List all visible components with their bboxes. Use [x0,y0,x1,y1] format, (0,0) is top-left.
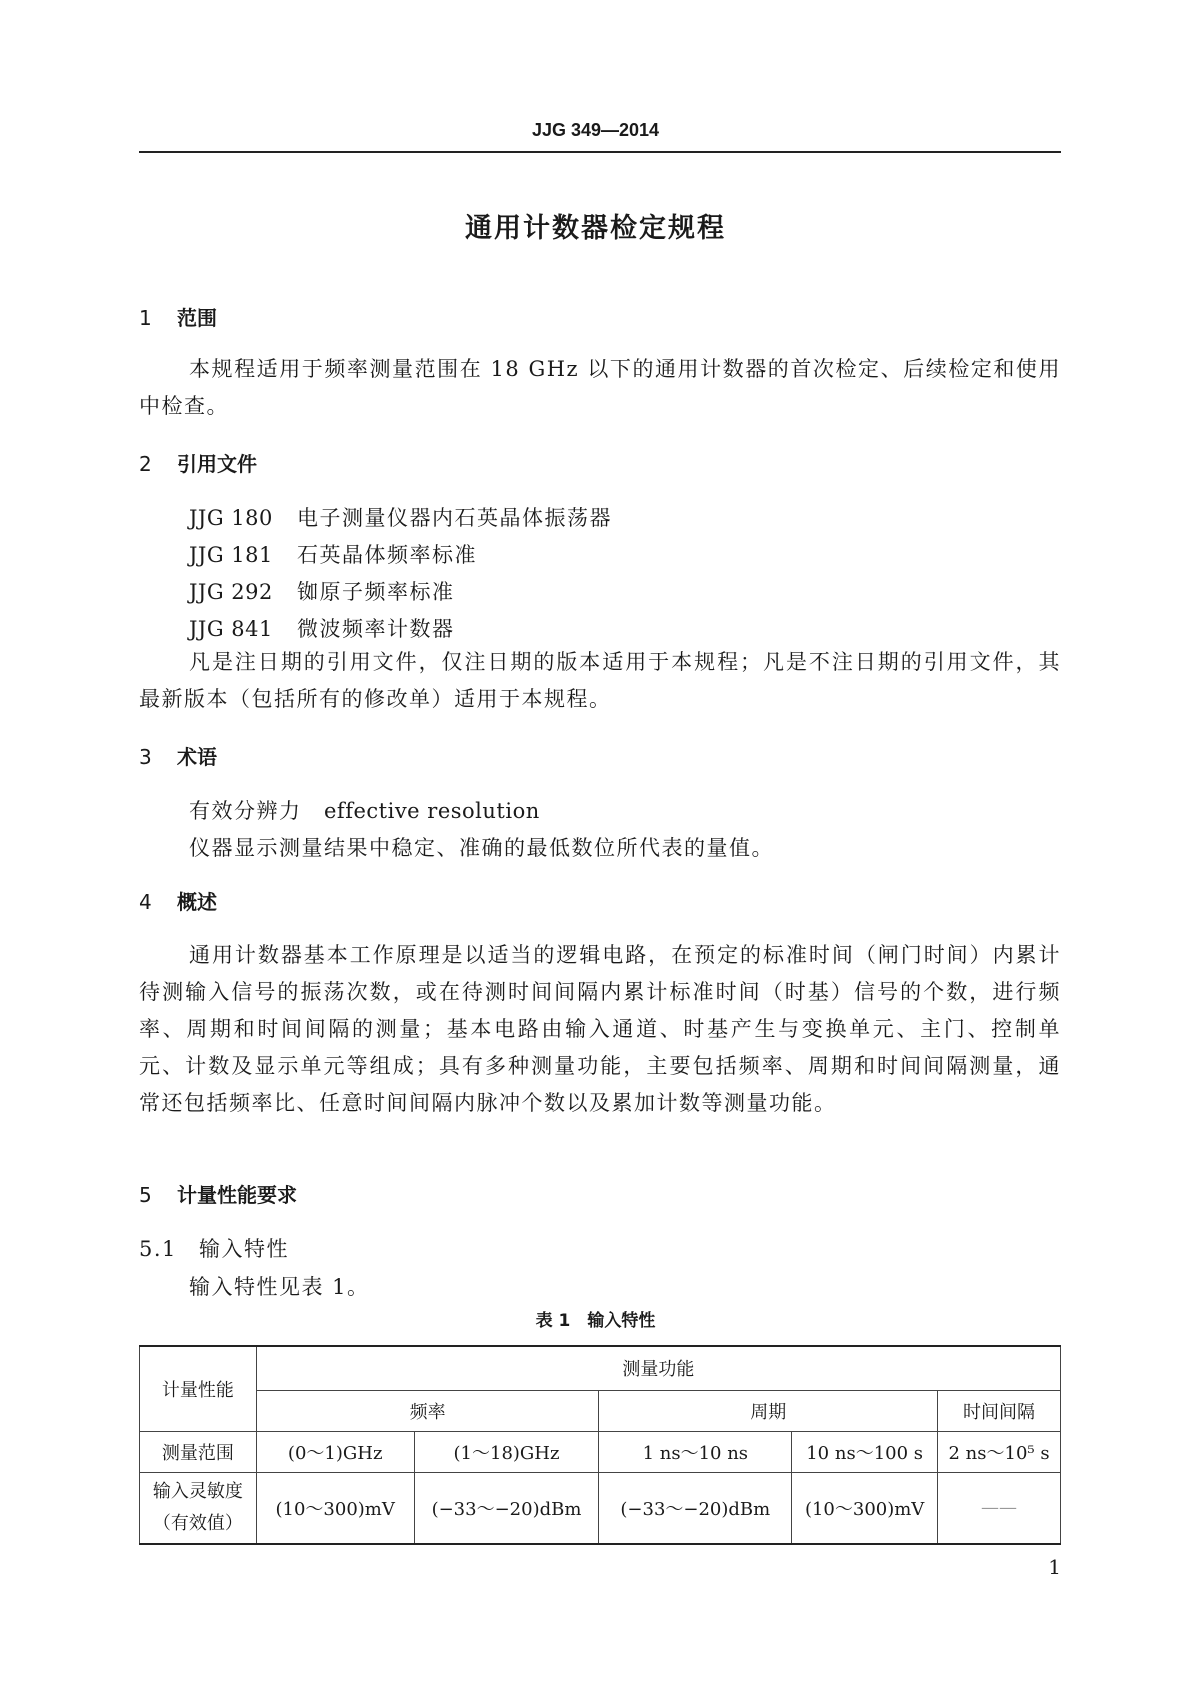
table-cell: 10 ns～100 s [792,1431,938,1472]
reference-item: JJG 181 石英晶体频率标准 [189,543,477,567]
header-cell: 测量功能 [256,1346,1060,1390]
row-label: 输入灵敏度（有效值） [140,1472,257,1544]
table-cell: (10～300)mV [792,1472,938,1544]
header-cell: 周期 [599,1390,938,1431]
table-cell: —— [938,1472,1061,1544]
table-caption: 表 1 输入特性 [535,1311,656,1331]
reference-item: JJG 292 铷原子频率标准 [189,580,455,604]
scope-paragraph: 本规程适用于频率测量范围在 18 GHz 以下的通用计数器的首次检定、后续检定和使用中检查。 [139,357,1061,418]
header-rule [139,151,1061,153]
table-cell: (10～300)mV [256,1472,414,1544]
document-title: 通用计数器检定规程 [465,213,726,244]
table-cell: 1 ns～10 ns [599,1431,792,1472]
header-cell: 时间间隔 [938,1390,1061,1431]
table-row [140,1431,1061,1472]
table-header-row [140,1346,1061,1390]
section-heading: 4 概述 [139,890,217,914]
term-definition: 仪器显示测量结果中稳定、准确的最低数位所代表的量值。 [189,836,774,860]
header-cell: 计量性能 [140,1346,257,1431]
reference-item: JJG 841 微波频率计数器 [189,617,455,641]
running-header: JJG 349—2014 [531,120,660,140]
table-cell: (−33～−20)dBm [414,1472,599,1544]
section-heading: 2 引用文件 [139,452,257,476]
section-heading: 1 范围 [139,306,217,330]
header-cell: 频率 [256,1390,599,1431]
table-row [140,1472,1061,1544]
table-cell: (0～1)GHz [256,1431,414,1472]
table-cell: 2 ns～10⁵ s [938,1431,1061,1472]
subsection-text: 输入特性见表 1。 [189,1275,370,1299]
section-heading: 3 术语 [139,745,217,769]
page-number: 1 [1048,1555,1061,1579]
overview-paragraph: 通用计数器基本工作原理是以适当的逻辑电路，在预定的标准时间（闸门时间）内累计待测输入信号的振荡次数，或在待测时间间隔内累计标准时间（时基）信号的个数，进行频率、周期和时间间隔的测量；基本电路由输入通道、时基产生与变换单元、主门、控制单元、计数及显示单元等组成；具有多种测量功能，主要包括频率、周期和时间间隔测量，通常还包括频率比、任意时间间隔内脉冲个数以及累加计数等测量功能。 [139,943,1061,1115]
reference-item: JJG 180 电子测量仪器内石英晶体振荡器 [189,506,612,530]
section-heading: 5 计量性能要求 [139,1183,297,1207]
table-header-row [140,1390,1061,1431]
reference-note: 凡是注日期的引用文件，仅注日期的版本适用于本规程；凡是不注日期的引用文件，其最新版本（包括所有的修改单）适用于本规程。 [139,650,1061,711]
row-label: 测量范围 [140,1431,257,1472]
table-cell: (1～18)GHz [414,1431,599,1472]
table-cell: (−33～−20)dBm [599,1472,792,1544]
term-entry: 有效分辨力 effective resolution [189,799,540,823]
input-characteristics-table [139,1345,1061,1545]
subsection-heading: 5.1 输入特性 [139,1237,289,1261]
